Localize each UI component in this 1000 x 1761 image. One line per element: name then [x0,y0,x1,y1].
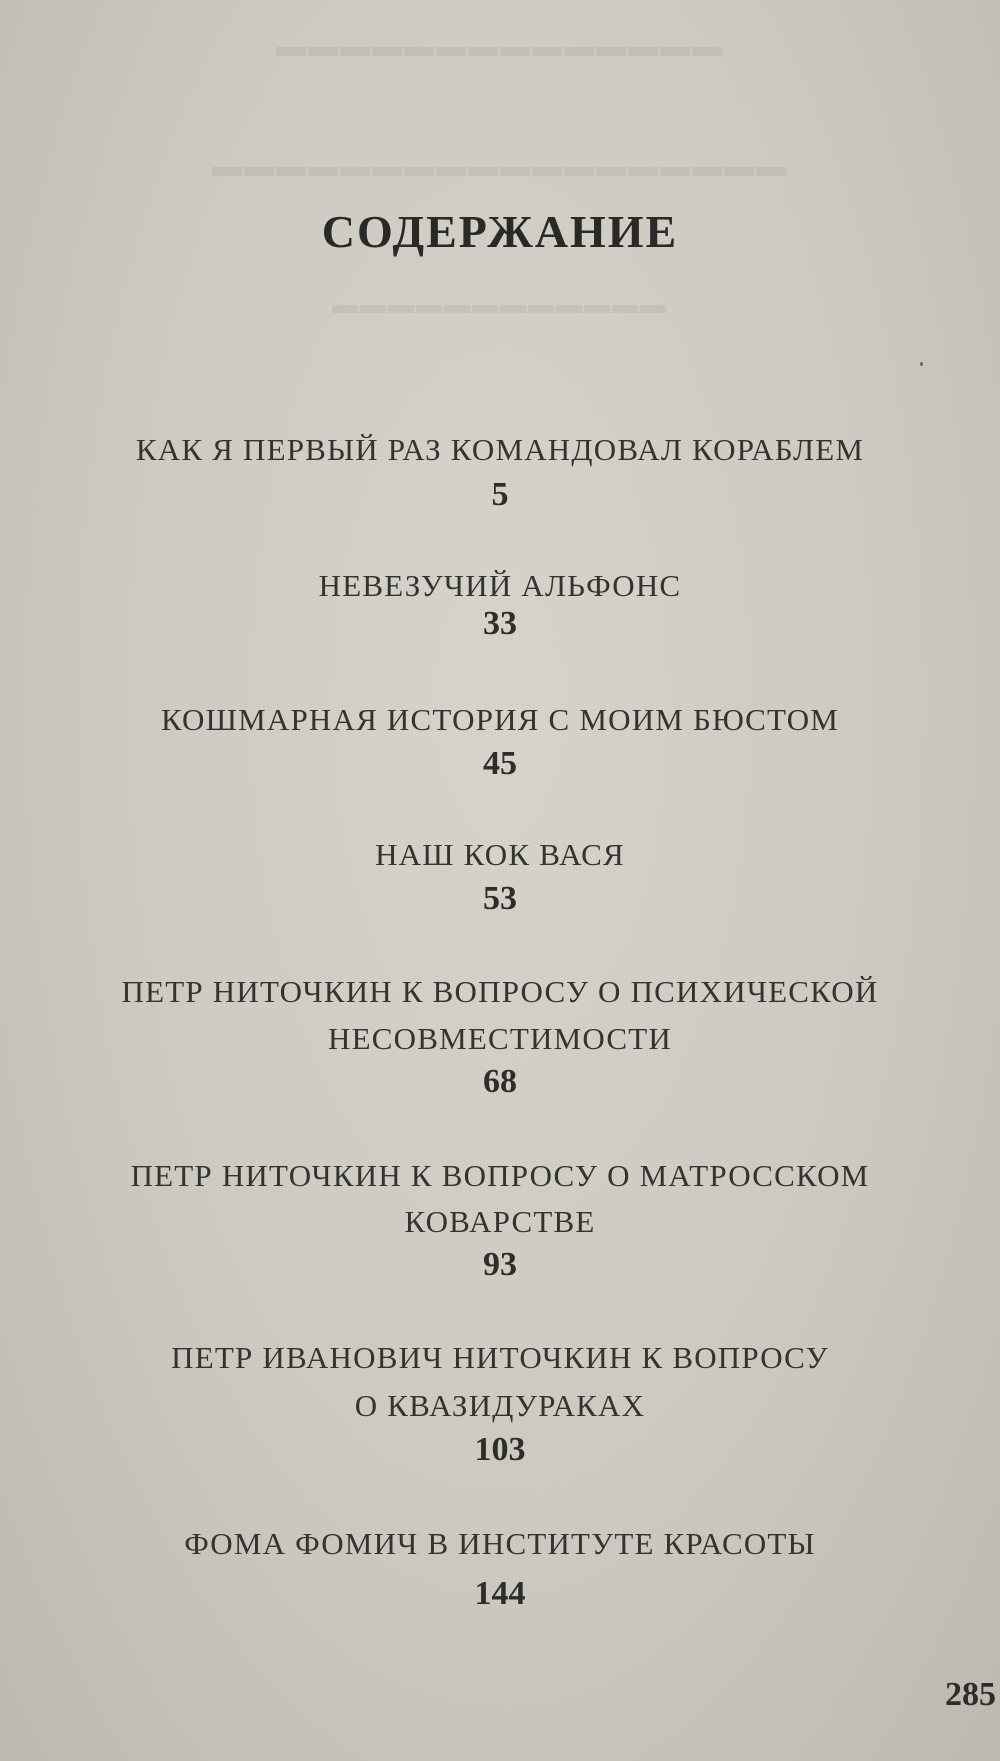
show-through-band: ▬▬▬▬▬▬▬▬▬▬▬▬▬▬▬▬▬▬ [212,150,788,183]
toc-entry-page: 93 [483,1246,517,1283]
toc-entry-page: 5 [491,476,509,513]
toc-entry-title: КОШМАРНАЯ ИСТОРИЯ С МОИМ БЮСТОМ [160,702,840,737]
toc-entry-title: НЕВЕЗУЧИЙ АЛЬФОНС [318,568,682,603]
contents-heading: СОДЕРЖАНИЕ [321,206,679,257]
toc-entry-page: 53 [483,880,517,917]
toc-entry-title: ПЕТР НИТОЧКИН К ВОПРОСУ О МАТРОССКОМ [130,1158,870,1193]
toc-entry-title: НАШ КОК ВАСЯ [375,837,625,872]
toc-entry-title: ПЕТР НИТОЧКИН К ВОПРОСУ О ПСИХИЧЕСКОЙ [121,974,879,1009]
toc-entry-page: 33 [483,605,517,642]
toc-entry-title-continuation: О КВАЗИДУРАКАХ [354,1388,646,1423]
toc-entry-page: 68 [483,1063,517,1100]
show-through-band: ▬▬▬▬▬▬▬▬▬▬▬▬▬▬ [276,30,724,63]
toc-entry-title-continuation: НЕСОВМЕСТИМОСТИ [328,1021,672,1056]
toc-entry-title: ФОМА ФОМИЧ В ИНСТИТУТЕ КРАСОТЫ [184,1526,816,1561]
toc-entry-page: 45 [483,745,517,782]
toc-entry-page: 103 [474,1431,526,1468]
toc-entry-title: КАК Я ПЕРВЫЙ РАЗ КОМАНДОВАЛ КОРАБЛЕМ [135,432,865,467]
show-through-band: ▬▬▬▬▬▬▬▬▬▬▬▬ [332,290,668,319]
page-number: 285 [945,1676,996,1713]
toc-entry-title-continuation: КОВАРСТВЕ [404,1204,596,1239]
toc-entry-page: 144 [474,1575,526,1612]
toc-entry-title: ПЕТР ИВАНОВИЧ НИТОЧКИН К ВОПРОСУ [171,1340,829,1375]
